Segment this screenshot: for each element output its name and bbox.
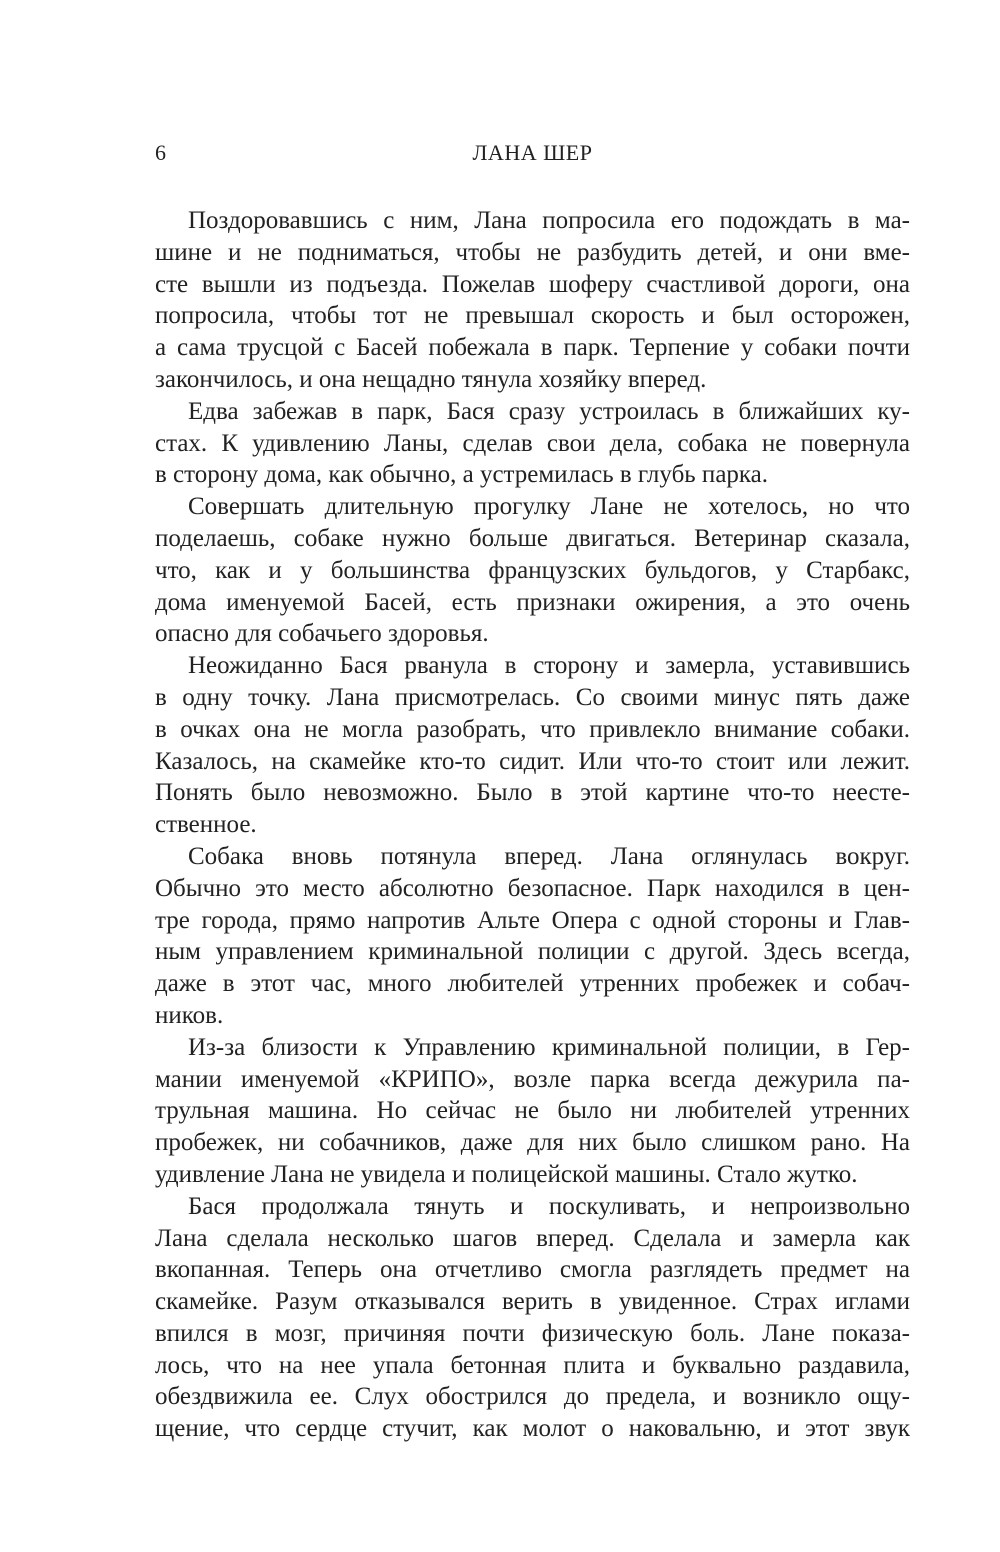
text-line: Обычно это место абсолютно безопасное. Парк находился в цен- (155, 874, 910, 902)
paragraph (155, 1191, 910, 1445)
text-line: поделаешь, собаке нужно больше двигаться. Ветеринар сказала, (155, 524, 910, 552)
text-line: Понять было невозможно. Было в этой картине что-то неесте- (155, 779, 910, 807)
text-line: попросила, чтобы тот не превышал скорость и был осторожен, (155, 302, 910, 330)
paragraph (155, 1032, 910, 1191)
text-line: пробежек, ни собачников, даже для них было слишком рано. На (155, 1129, 910, 1157)
text-line: Собака вновь потянула вперед. Лана оглянулась вокруг. (188, 842, 910, 870)
text-line: Поздоровавшись с ним, Лана попросила его подождать в ма- (188, 207, 910, 234)
text-line: Казалось, на скамейке кто-то сидит. Или что-то стоит или лежит. (155, 747, 910, 775)
body-text (155, 205, 910, 1445)
text-line: сте вышли из подъезда. Пожелав шоферу счастливой дороги, она (155, 270, 910, 298)
text-line: в сторону дома, как обычно, а устремилась в глубь парка. (155, 461, 769, 489)
text-line: трульная машина. Но сейчас не было ни любителей утренних (155, 1097, 910, 1125)
text-line: щение, что сердце стучит, как молот о наковальню, и этот звук (155, 1415, 910, 1443)
text-line: даже в этот час, много любителей утренних пробежек и собач- (155, 970, 910, 998)
text-line: дома именуемой Басей, есть признаки ожирения, а это очень (155, 588, 910, 616)
text-line: Бася продолжала тянуть и поскуливать, и непроизвольно (188, 1192, 910, 1220)
text-line: ным управлением криминальной полиции с другой. Здесь всегда, (155, 938, 910, 966)
text-line: Лана сделала несколько шагов вперед. Сделала и замерла как (155, 1224, 910, 1252)
text-line: Едва забежав в парк, Бася сразу устроилась в ближайших ку- (188, 397, 910, 425)
text-line: удивление Лана не увидела и полицейской машины. Стало жутко. (155, 1160, 858, 1188)
paragraph (155, 205, 910, 396)
text-line: Совершать длительную прогулку Лане не хотелось, но что (188, 493, 910, 521)
text-line: ственное. (155, 811, 257, 839)
text-line: стах. К удивлению Ланы, сделав свои дела, собака не повернула (155, 429, 910, 457)
text-line: опасно для собачьего здоровья. (155, 620, 489, 648)
text-line: лось, что на нее упала бетонная плита и буквально раздавила, (155, 1351, 910, 1379)
text-line: что, как и у большинства французских бульдогов, у Старбакс, (155, 556, 910, 584)
text-line: скамейке. Разум отказывался верить в увиденное. Страх иглами (155, 1288, 910, 1316)
paragraph (155, 396, 910, 491)
page-number: 6 (155, 140, 166, 165)
text-line: шине и не подниматься, чтобы не разбудить детей, и они вме- (155, 238, 910, 266)
text-line: Неожиданно Бася рванула в сторону и замерла, уставившись (188, 652, 910, 680)
paragraph (155, 650, 910, 841)
text-line: ников. (155, 1001, 224, 1029)
text-line: впился в мозг, причиняя почти физическую боль. Лане показа- (155, 1319, 910, 1347)
paragraph (155, 841, 910, 1032)
paragraph (155, 491, 910, 650)
text-line: в одну точку. Лана присмотрелась. Со своими минус пять даже (155, 683, 910, 711)
text-line: а сама трусцой с Басей побежала в парк. Терпение у собаки почти (155, 334, 910, 362)
text-line: закончилось, и она нещадно тянула хозяйку вперед. (155, 365, 707, 393)
text-line: мании именуемой «КРИПО», возле парка всегда дежурила па- (155, 1065, 910, 1093)
text-line: в очках она не могла разобрать, что привлекло внимание собаки. (155, 715, 910, 743)
text-line: тре города, прямо напротив Альте Опера с одной стороны и Глав- (155, 906, 910, 934)
page-header (155, 138, 910, 168)
text-line: вкопанная. Теперь она отчетливо смогла разглядеть предмет на (155, 1256, 910, 1284)
text-line: Из-за близости к Управлению криминальной полиции, в Гер- (188, 1033, 910, 1061)
text-line: обездвижила ее. Слух обострился до предела, и возникло ощу- (155, 1383, 910, 1411)
running-head: ЛАНА ШЕР (472, 140, 593, 165)
